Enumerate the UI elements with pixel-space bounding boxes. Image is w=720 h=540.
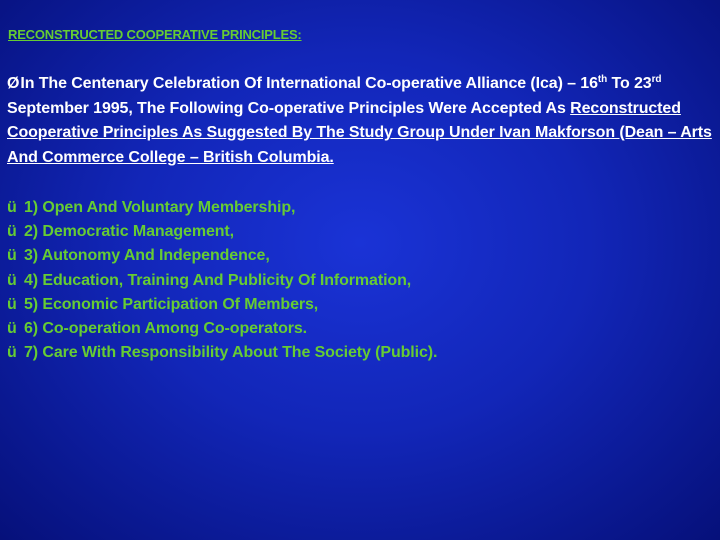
intro-text-part1: In The Centenary Celebration Of International Co-operative Alliance (Ica) – 16 [20, 75, 598, 92]
principle-text: 4) Education, Training And Publicity Of Information, [24, 271, 412, 289]
principle-item [7, 341, 437, 365]
principle-item [7, 220, 437, 244]
checkmark-icon: ü [7, 199, 17, 216]
checkmark-icon: ü [7, 247, 17, 265]
checkmark-icon: ü [7, 295, 17, 313]
intro-superscript-th: th [597, 74, 608, 85]
checkmark-icon: ü [7, 344, 17, 362]
principle-item [7, 244, 437, 268]
checkmark-icon: ü [7, 320, 17, 338]
principle-text: 1) Open And Voluntary Membership, [24, 199, 296, 216]
intro-underlined-text: Reconstructed Cooperative Principles As Suggested By The Study Group Under Ivan Makforson (Dean – Arts And Commerce College – British Columbia. [7, 99, 712, 166]
slide-heading: RECONSTRUCTED COOPERATIVE PRINCIPLES: [8, 27, 302, 42]
principle-text: 7) Care With Responsibility About The Society (Public). [24, 344, 438, 362]
principle-text: 5) Economic Participation Of Members, [24, 295, 319, 313]
principles-list [7, 196, 437, 365]
checkmark-icon: ü [7, 223, 17, 241]
arrow-bullet-icon: Ø [7, 75, 20, 92]
principle-text: 3) Autonomy And Independence, [24, 247, 270, 265]
principle-text: 2) Democratic Management, [24, 223, 235, 241]
intro-superscript-rd: rd [651, 74, 662, 85]
intro-text-part3: September 1995, The Following Co-operative Principles Were Accepted As [7, 99, 571, 117]
principle-item [7, 293, 437, 317]
checkmark-icon: ü [7, 271, 17, 289]
principle-item [7, 196, 437, 220]
principle-item [7, 317, 437, 341]
principle-text: 6) Co-operation Among Co-operators. [24, 320, 308, 338]
intro-paragraph [7, 72, 717, 170]
principle-item [7, 269, 437, 293]
intro-text-part2: To 23 [607, 75, 652, 92]
